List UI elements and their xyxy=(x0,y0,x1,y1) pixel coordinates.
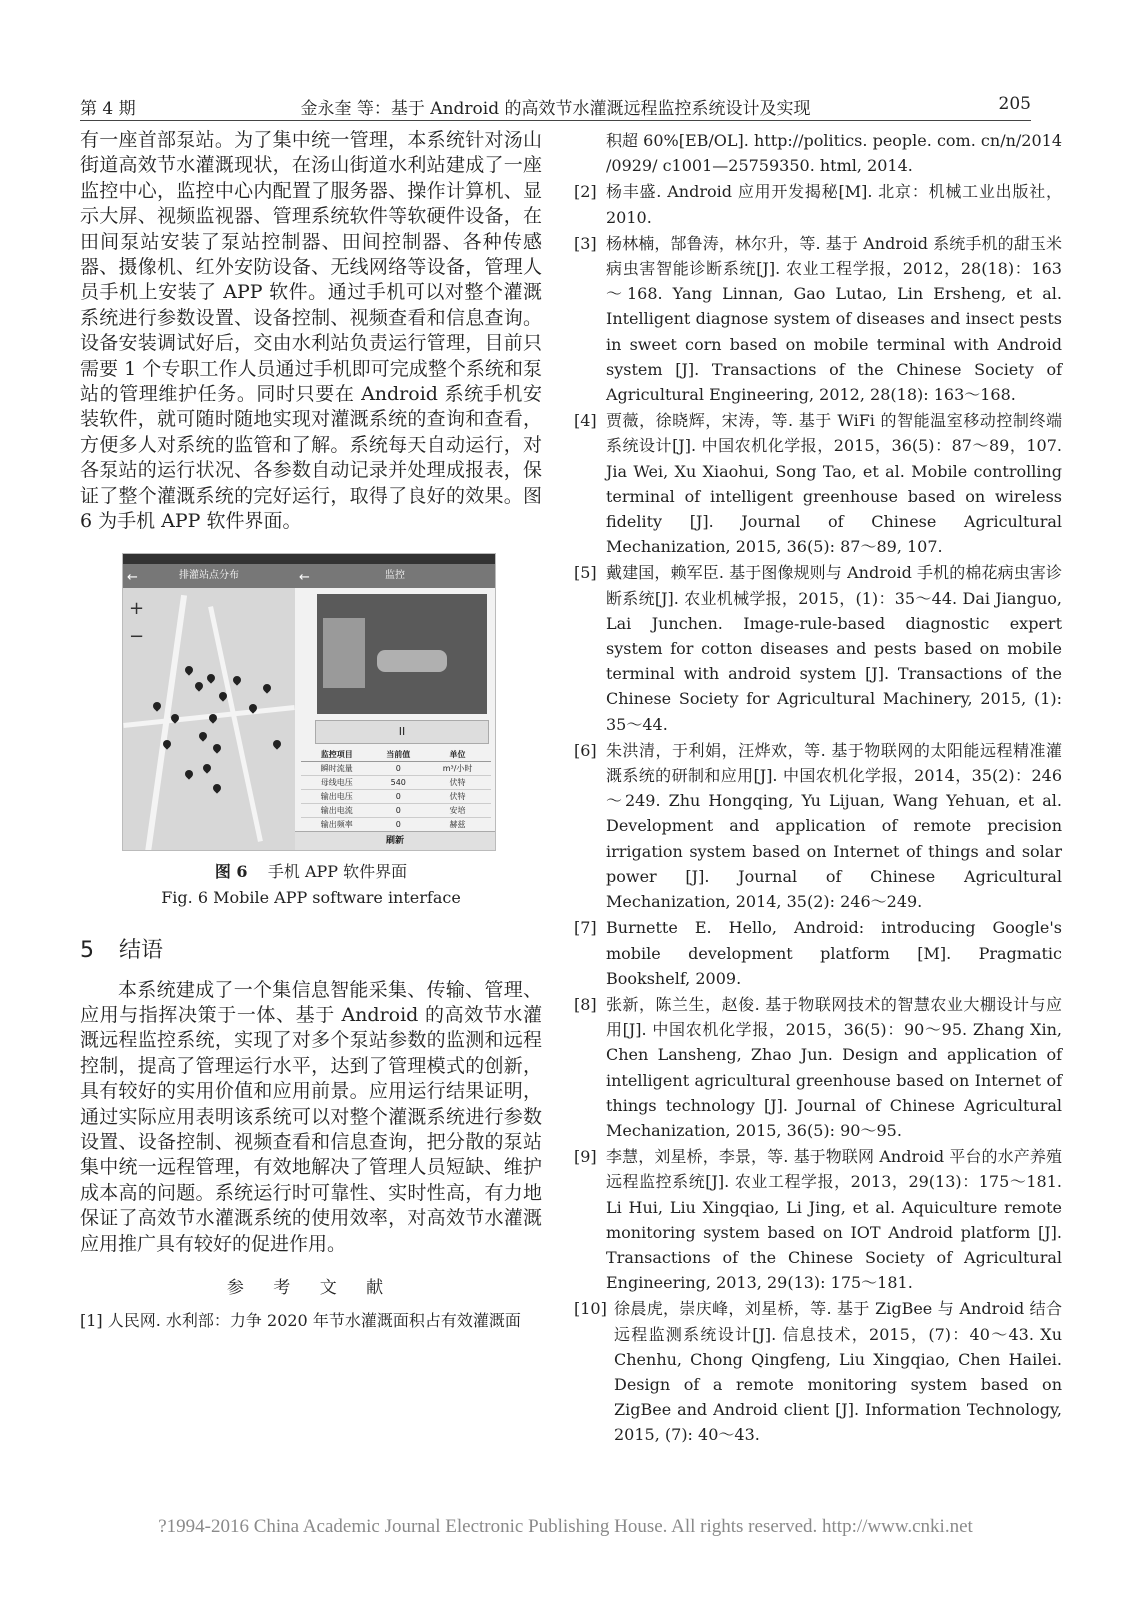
table-cell: 伏特 xyxy=(424,789,491,803)
reference-item xyxy=(574,1144,1062,1295)
table-cell: 伏特 xyxy=(424,775,491,789)
table-cell: 0 xyxy=(372,817,424,831)
table-header: 监控项目 xyxy=(301,748,372,762)
station-pin[interactable] xyxy=(183,768,194,779)
table-cell: 540 xyxy=(372,775,424,789)
reference-item xyxy=(574,231,1062,407)
table-row xyxy=(301,803,491,817)
table-row xyxy=(301,775,491,789)
app-screenshot-figure xyxy=(122,553,496,851)
station-pin[interactable] xyxy=(197,730,208,741)
video-pump-pipe xyxy=(377,650,447,672)
reference-item xyxy=(574,560,1062,736)
right-column xyxy=(574,128,1062,1449)
section-number: 5 xyxy=(80,937,94,963)
phone-status-bar xyxy=(123,554,495,564)
reference-item xyxy=(574,408,1062,559)
table-cell: 输出频率 xyxy=(301,817,372,831)
reference-tag: [9] xyxy=(574,1147,597,1167)
reference-tag: [5] xyxy=(574,563,597,583)
figure-label: 图 6 xyxy=(214,861,248,881)
figure-caption-en: Fig. 6 Mobile APP software interface xyxy=(161,887,461,907)
station-pin[interactable] xyxy=(211,782,222,793)
zoom-in-icon[interactable]: + xyxy=(129,597,145,619)
reference-tag: [8] xyxy=(574,994,597,1014)
section-title: 结语 xyxy=(119,937,164,963)
table-row xyxy=(301,817,491,831)
reference-text: 戴建国，赖军臣. 基于图像规则与 Android 手机的棉花病虫害诊断系统[J]. 农业机械学报，2015，(1)：35～44. Dai Jianguo, Lai Junchen. Image-rule-based diagnostic expert system for cotton diseases and pests based on mobile terminal with android system [J]. Transactions of the Chinese Society for Agricultural Machinery, 2015, (1): 35～44. xyxy=(606,563,1062,734)
table-cell: m³/小时 xyxy=(424,761,491,775)
table-row xyxy=(301,761,491,775)
table-row xyxy=(301,789,491,803)
reference-item xyxy=(574,738,1062,914)
reference-text: 杨丰盛. Android 应用开发揭秘[M]. 北京：机械工业出版社，2010. xyxy=(606,182,1062,227)
reference-item xyxy=(574,1296,1062,1447)
video-equipment-cabinet xyxy=(323,618,365,688)
station-pin[interactable] xyxy=(193,680,204,691)
refresh-button[interactable]: 刷新 xyxy=(295,831,495,850)
station-pin[interactable] xyxy=(201,762,212,773)
table-cell: 瞬时流量 xyxy=(301,761,372,775)
reference-text: 李慧，刘星桥，李景，等. 基于物联网 Android 平台的水产养殖远程监控系统[J]. 农业工程学报，2013，29(13)：175～181. Li Hui, Liu Xingqiao, Li Jing, et al. Aquiculture remote monitoring system based on IOT Android platform [J]. Transactions of the Chinese Society of Agricultural Engineering, 2013, 29(13): 175～181. xyxy=(606,1147,1062,1293)
running-header xyxy=(80,88,1031,121)
reference-text: 贾薇，徐晓辉，宋涛，等. 基于 WiFi 的智能温室移动控制终端系统设计[J]. 中国农机化学报，2015，36(5)：87～89，107. Jia Wei, Xu Xiaohui, Song Tao, et al. Mobile controlling terminal of intelligent greenhouse based on wireless fidelity [J]. Journal of Chinese Agricultural Mechanization, 2015, 36(5): 87～89, 107. xyxy=(606,411,1062,557)
station-pin[interactable] xyxy=(261,682,272,693)
table-cell: 安培 xyxy=(424,803,491,817)
monitor-title-bar xyxy=(295,564,495,588)
reference-item xyxy=(574,915,1062,991)
table-cell: 输出电压 xyxy=(301,789,372,803)
reference-continuation: 积超 60%[EB/OL]. http://politics. people. com. cn/n/2014 /0929/ c1001—25759350. html, 2014. xyxy=(606,131,1062,176)
station-pin[interactable] xyxy=(211,742,222,753)
map-title: 排灌站点分布 xyxy=(179,569,239,581)
table-cell: 0 xyxy=(372,789,424,803)
table-cell: 母线电压 xyxy=(301,775,372,789)
table-cell: 输出电流 xyxy=(301,803,372,817)
table-cell: 0 xyxy=(372,803,424,817)
station-pin[interactable] xyxy=(183,664,194,675)
page-number: 205 xyxy=(998,94,1031,114)
pause-button[interactable]: II xyxy=(315,720,489,744)
reference-text: 朱洪清，于利娟，汪烨欢，等. 基于物联网的太阳能远程精准灌溉系统的研制和应用[J]. 中国农机化学报，2014，35(2)：246～249. Zhu Hongqing, Yu Lijuan, Wang Yehuan, et al. Development and application of remote precision irrigation system based on Internet of things and solar power [J]. Journal of Chinese Agricultural Mechanization, 2014, 35(2): 246～249. xyxy=(606,740,1062,912)
conclusion-paragraph: 本系统建成了一个集信息智能采集、传输、管理、应用与指挥决策于一体、基于 Android 的高效节水灌溉远程监控系统，实现了对多个泵站参数的监测和远程控制，提高了管理运行水平，达到了管理模式的创新，具有较好的实用价值和应用前景。应用运行结果证明，通过实际应用表明该系统可以对整个灌溉系统进行参数设置、设备控制、视频查看和信息查询，把分散的泵站集中统一远程管理，有效地解决了管理人员短缺、维护成本高的问题。系统运行时可靠性、实时性高，有力地保证了高效节水灌溉系统的使用效率，对高效节水灌溉应用推广具有较好的促进作用。 xyxy=(80,978,542,1255)
issue-label: 第 4 期 xyxy=(80,99,136,119)
back-arrow-icon[interactable]: ← xyxy=(127,569,138,585)
reference-text: 张新，陈兰生，赵俊. 基于物联网技术的智慧农业大棚设计与应用[J]. 中国农机化学报，2015，36(5)：90～95. Zhang Xin, Chen Lansheng, Zhao Jun. Design and application of intelligent agricultural greenhouse based on Internet of things technology [J]. Journal of Chinese Agricultural Mechanization, 2015, 36(5): 90～95. xyxy=(606,994,1062,1140)
reference-tag: [6] xyxy=(574,740,597,760)
table-header: 单位 xyxy=(424,748,491,762)
reference-tag: [7] xyxy=(574,918,597,938)
map-title-bar xyxy=(123,564,295,588)
reference-text: 徐晨虎，崇庆峰，刘星桥，等. 基于 ZigBee 与 Android 结合远程监测系统设计[J]. 信息技术，2015，(7)：40～43. Xu Chenhu, Chong Qingfeng, Liu Xingqiao, Chen Hailei. Design of a remote monitoring system based on ZigBee and Android client [J]. Information Technology, 2015, (7): 40～43. xyxy=(614,1299,1062,1445)
reference-text: 杨林楠，郜鲁涛，林尔升，等. 基于 Android 系统手机的甜玉米病虫害智能诊断系统[J]. 农业工程学报，2012，28(18)：163～168. Yang Linnan, Gao Lutao, Lin Ersheng, et al. Intelligent diagnose system of diseases and insect pests in sweet corn based on mobile terminal with Android system [J]. Transactions of the Chinese Society of Agricultural Engineering, 2012, 28(18): 163～168. xyxy=(606,233,1062,405)
station-map-screen xyxy=(123,564,295,850)
table-header: 当前值 xyxy=(372,748,424,762)
reference-tag: [2] xyxy=(574,182,597,202)
monitor-screen xyxy=(295,564,495,850)
station-pin[interactable] xyxy=(205,672,216,683)
monitor-title: 监控 xyxy=(385,569,405,581)
reference-tag: [4] xyxy=(574,411,597,431)
reference-item xyxy=(574,179,1062,229)
table-cell: 0 xyxy=(372,761,424,775)
station-pin[interactable] xyxy=(151,700,162,711)
copyright-footer: ?1994-2016 China Academic Journal Electronic Publishing House. All rights reserved. http://www.cnki.net xyxy=(158,1516,973,1537)
station-pin[interactable] xyxy=(271,738,282,749)
table-cell: 赫兹 xyxy=(424,817,491,831)
reference-item xyxy=(574,992,1062,1143)
reference-tag: [3] xyxy=(574,233,597,253)
running-title: 金永奎 等：基于 Android 的高效节水灌溉远程监控系统设计及实现 xyxy=(300,99,811,119)
figure-caption-text: 手机 APP 软件界面 xyxy=(267,861,408,881)
camera-video-feed[interactable] xyxy=(317,594,487,714)
figure-caption-cn xyxy=(80,859,542,882)
left-column xyxy=(80,128,542,1334)
monitor-table xyxy=(301,748,491,832)
references-title: 参 考 文 献 xyxy=(226,1277,396,1298)
section-heading xyxy=(80,933,542,964)
station-pin[interactable] xyxy=(231,674,242,685)
map-road xyxy=(208,606,263,842)
back-arrow-icon[interactable]: ← xyxy=(299,569,310,585)
body-paragraph: 有一座首部泵站。为了集中统一管理，本系统针对汤山街道高效节水灌溉现状，在汤山街道水利站建成了一座监控中心，监控中心内配置了服务器、操作计算机、显示大屏、视频监视器、管理系统软件等软硬件设备，在田间泵站安装了泵站控制器、田间控制器、各种传感器、摄像机、红外安防设备、无线网络等设备，管理人员手机上安装了 APP 软件。通过手机可以对整个灌溉系统进行参数设置、设备控制、视频查看和信息查询。设备安装调试好后，交由水利站负责运行管理，目前只需要 1 个专职工作人员通过手机即可完成整个系统和泵站的管理维护任务。同时只要在 Android 系统手机安装软件，就可随时随地实现对灌溉系统的查询和查看，方便多人对系统的监管和了解。系统每天自动运行，对各泵站的运行状况、各参数自动记录并处理成报表，保证了整个灌溉系统的完好运行，取得了良好的效果。图 6 为手机 APP 软件界面。 xyxy=(80,129,542,533)
zoom-out-icon[interactable]: − xyxy=(129,625,145,647)
reference-text: Burnette E. Hello, Android: introducing Google's mobile development platform [M]. Pragmatic Bookshelf, 2009. xyxy=(606,918,1062,988)
reference-item: [1] 人民网. 水利部：力争 2020 年节水灌溉面积占有效灌溉面 xyxy=(80,1310,521,1330)
reference-tag: [10] xyxy=(574,1299,607,1319)
